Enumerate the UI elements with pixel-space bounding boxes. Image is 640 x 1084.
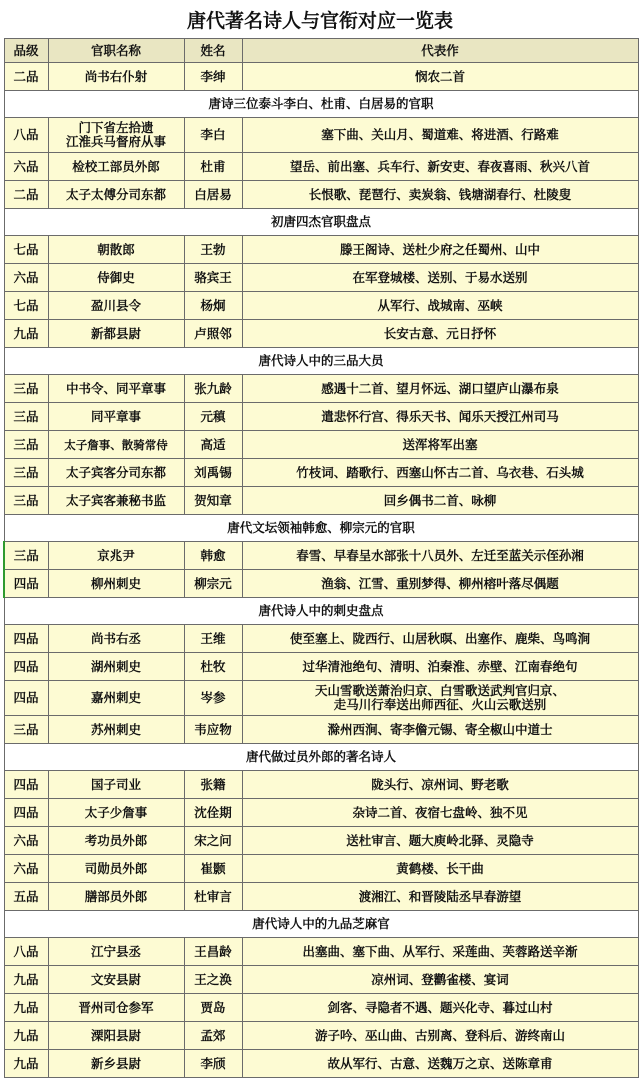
grade-cell: 三品: [4, 431, 48, 459]
name-cell: 张九龄: [184, 375, 242, 403]
table-row: [4, 855, 638, 883]
works-cell: 在军登城楼、送别、于易水送别: [242, 264, 638, 292]
section-title: 唐代诗人中的九品芝麻官: [4, 911, 638, 938]
name-cell: 杜审言: [184, 883, 242, 911]
header-name: 姓名: [184, 39, 242, 63]
post-cell: 国子司业: [48, 771, 184, 799]
name-cell: 韦应物: [184, 716, 242, 744]
name-cell: 元稹: [184, 403, 242, 431]
works-cell: 天山雪歌送萧治归京、白雪歌送武判官归京、 走马川行奉送出师西征、火山云歌送别: [242, 681, 638, 716]
section-title: 唐代诗人中的三品大员: [4, 348, 638, 375]
table-row: [4, 771, 638, 799]
post-cell: 检校工部员外郎: [48, 153, 184, 181]
post-cell: 膳部员外郎: [48, 883, 184, 911]
works-cell: 感遇十二首、望月怀远、湖口望庐山瀑布泉: [242, 375, 638, 403]
table-row: [4, 1022, 638, 1050]
post-cell: 柳州刺史: [48, 570, 184, 598]
post-cell: 太子宾客分司东都: [48, 459, 184, 487]
name-cell: 杨炯: [184, 292, 242, 320]
table-row: [4, 570, 638, 598]
grade-cell: 六品: [4, 153, 48, 181]
name-cell: 沈佺期: [184, 799, 242, 827]
post-cell: 侍御史: [48, 264, 184, 292]
table-row: [4, 938, 638, 966]
grade-cell: 六品: [4, 855, 48, 883]
name-cell: 杜牧: [184, 653, 242, 681]
grade-cell: 九品: [4, 1050, 48, 1078]
name-cell: 卢照邻: [184, 320, 242, 348]
post-cell: 考功员外郎: [48, 827, 184, 855]
post-cell: 晋州司仓参军: [48, 994, 184, 1022]
post-cell: 京兆尹: [48, 542, 184, 570]
section-title: 唐诗三位泰斗李白、杜甫、白居易的官职: [4, 91, 638, 118]
works-cell: 从军行、战城南、巫峡: [242, 292, 638, 320]
grade-cell: 九品: [4, 966, 48, 994]
grade-cell: 九品: [4, 320, 48, 348]
works-cell: 送浑将军出塞: [242, 431, 638, 459]
post-cell: 太子詹事、散骑常侍: [48, 431, 184, 459]
post-cell: 中书令、同平章事: [48, 375, 184, 403]
officials-table: [3, 38, 639, 1078]
grade-cell: 三品: [4, 542, 48, 570]
table-row: [4, 487, 638, 515]
table-row: [4, 181, 638, 209]
table-row: [4, 403, 638, 431]
works-cell: 长安古意、元日抒怀: [242, 320, 638, 348]
name-cell: 崔颢: [184, 855, 242, 883]
name-cell: 高适: [184, 431, 242, 459]
page-title: 唐代著名诗人与官衔对应一览表: [186, 9, 453, 32]
table-row: [4, 827, 638, 855]
works-cell: 出塞曲、塞下曲、从军行、采莲曲、芙蓉路送辛渐: [242, 938, 638, 966]
post-cell: 同平章事: [48, 403, 184, 431]
post-cell: 嘉州刺史: [48, 681, 184, 716]
grade-cell: 七品: [4, 292, 48, 320]
grade-cell: 四品: [4, 570, 48, 598]
name-cell: 贺知章: [184, 487, 242, 515]
grade-cell: 九品: [4, 994, 48, 1022]
grade-cell: 四品: [4, 771, 48, 799]
section-row: [4, 348, 638, 375]
name-cell: 贾岛: [184, 994, 242, 1022]
name-cell: 刘禹锡: [184, 459, 242, 487]
table-row: [4, 153, 638, 181]
grade-cell: 九品: [4, 1022, 48, 1050]
post-cell: 盈川县令: [48, 292, 184, 320]
works-cell: 杂诗二首、夜宿七盘岭、独不见: [242, 799, 638, 827]
grade-cell: 四品: [4, 625, 48, 653]
grade-cell: 八品: [4, 938, 48, 966]
name-cell: 韩愈: [184, 542, 242, 570]
header-row: [4, 39, 638, 63]
name-cell: 柳宗元: [184, 570, 242, 598]
post-cell: 尚书右丞: [48, 625, 184, 653]
grade-cell: 四品: [4, 653, 48, 681]
works-cell: 黄鹤楼、长干曲: [242, 855, 638, 883]
works-cell: 遣悲怀行宫、得乐天书、闻乐天授江州司马: [242, 403, 638, 431]
section-row: [4, 744, 638, 771]
section-row: [4, 91, 638, 118]
works-cell: 送杜审言、题大庾岭北驿、灵隐寺: [242, 827, 638, 855]
name-cell: 李绅: [184, 63, 242, 91]
works-cell: 滁州西涧、寄李儋元锡、寄全椒山中道士: [242, 716, 638, 744]
section-title: 初唐四杰官职盘点: [4, 209, 638, 236]
header-grade: 品级: [4, 39, 48, 63]
works-cell: 渡湘江、和晋陵陆丞早春游望: [242, 883, 638, 911]
post-cell: 溧阳县尉: [48, 1022, 184, 1050]
post-cell: 朝散郎: [48, 236, 184, 264]
works-cell: 滕王阁诗、送杜少府之任蜀州、山中: [242, 236, 638, 264]
grade-cell: 二品: [4, 63, 48, 91]
table-row: [4, 236, 638, 264]
table-row: [4, 1050, 638, 1078]
name-cell: 王之涣: [184, 966, 242, 994]
name-cell: 王维: [184, 625, 242, 653]
table-row: [4, 653, 638, 681]
works-cell: 游子吟、巫山曲、古别离、登科后、游终南山: [242, 1022, 638, 1050]
works-cell: 望岳、前出塞、兵车行、新安吏、春夜喜雨、秋兴八首: [242, 153, 638, 181]
section-row: [4, 911, 638, 938]
works-cell: 剑客、寻隐者不遇、题兴化寺、暮过山村: [242, 994, 638, 1022]
grade-cell: 五品: [4, 883, 48, 911]
post-cell: 太子太傅分司东都: [48, 181, 184, 209]
section-title: 唐代诗人中的刺史盘点: [4, 598, 638, 625]
post-cell: 苏州刺史: [48, 716, 184, 744]
post-cell: 司勋员外郎: [48, 855, 184, 883]
name-cell: 白居易: [184, 181, 242, 209]
name-cell: 李白: [184, 118, 242, 153]
table-row: [4, 292, 638, 320]
works-cell: 渔翁、江雪、重别梦得、柳州榕叶落尽偶题: [242, 570, 638, 598]
table-row: [4, 625, 638, 653]
post-cell: 新都县尉: [48, 320, 184, 348]
table-row: [4, 264, 638, 292]
grade-cell: 七品: [4, 236, 48, 264]
name-cell: 李颀: [184, 1050, 242, 1078]
table-row: [4, 118, 638, 153]
name-cell: 杜甫: [184, 153, 242, 181]
grade-cell: 三品: [4, 403, 48, 431]
header-post: 官职名称: [48, 39, 184, 63]
post-cell: 太子宾客兼秘书监: [48, 487, 184, 515]
section-title: 唐代做过员外郎的著名诗人: [4, 744, 638, 771]
table-row: [4, 681, 638, 716]
table-row: [4, 542, 638, 570]
table-row: [4, 994, 638, 1022]
grade-cell: 三品: [4, 375, 48, 403]
name-cell: 骆宾王: [184, 264, 242, 292]
grade-cell: 八品: [4, 118, 48, 153]
header-works: 代表作: [242, 39, 638, 63]
section-row: [4, 598, 638, 625]
post-cell: 文安县尉: [48, 966, 184, 994]
section-row: [4, 209, 638, 236]
grade-cell: 四品: [4, 799, 48, 827]
name-cell: 岑参: [184, 681, 242, 716]
post-cell: 尚书右仆射: [48, 63, 184, 91]
post-cell: 江宁县丞: [48, 938, 184, 966]
grade-cell: 三品: [4, 459, 48, 487]
works-cell: 塞下曲、关山月、蜀道难、将进酒、行路难: [242, 118, 638, 153]
table-row: [4, 63, 638, 91]
name-cell: 宋之问: [184, 827, 242, 855]
section-title: 唐代文坛领袖韩愈、柳宗元的官职: [4, 515, 638, 542]
works-cell: 陇头行、凉州词、野老歌: [242, 771, 638, 799]
table-row: [4, 716, 638, 744]
works-cell: 使至塞上、陇西行、山居秋暝、出塞作、鹿柴、鸟鸣涧: [242, 625, 638, 653]
name-cell: 王勃: [184, 236, 242, 264]
table-row: [4, 320, 638, 348]
table-row: [4, 883, 638, 911]
table-row: [4, 431, 638, 459]
grade-cell: 三品: [4, 716, 48, 744]
name-cell: 孟郊: [184, 1022, 242, 1050]
works-cell: 春雪、早春呈水部张十八员外、左迁至蓝关示侄孙湘: [242, 542, 638, 570]
works-cell: 长恨歌、琵琶行、卖炭翁、钱塘湖春行、杜陵叟: [242, 181, 638, 209]
post-cell: 太子少詹事: [48, 799, 184, 827]
grade-cell: 四品: [4, 681, 48, 716]
works-cell: 故从军行、古意、送魏万之京、送陈章甫: [242, 1050, 638, 1078]
section-row: [4, 515, 638, 542]
post-cell: 门下省左拾遗 江淮兵马督府从事: [48, 118, 184, 153]
table-row: [4, 459, 638, 487]
table-row: [4, 966, 638, 994]
post-cell: 湖州刺史: [48, 653, 184, 681]
table-row: [4, 375, 638, 403]
grade-cell: 六品: [4, 264, 48, 292]
post-cell: 新乡县尉: [48, 1050, 184, 1078]
works-cell: 悯农二首: [242, 63, 638, 91]
grade-cell: 二品: [4, 181, 48, 209]
name-cell: 王昌龄: [184, 938, 242, 966]
grade-cell: 六品: [4, 827, 48, 855]
works-cell: 竹枝词、踏歌行、西塞山怀古二首、乌衣巷、石头城: [242, 459, 638, 487]
table-row: [4, 799, 638, 827]
works-cell: 回乡偶书二首、咏柳: [242, 487, 638, 515]
works-cell: 过华清池绝句、清明、泊秦淮、赤壁、江南春绝句: [242, 653, 638, 681]
works-cell: 凉州词、登鹳雀楼、宴词: [242, 966, 638, 994]
name-cell: 张籍: [184, 771, 242, 799]
grade-cell: 三品: [4, 487, 48, 515]
